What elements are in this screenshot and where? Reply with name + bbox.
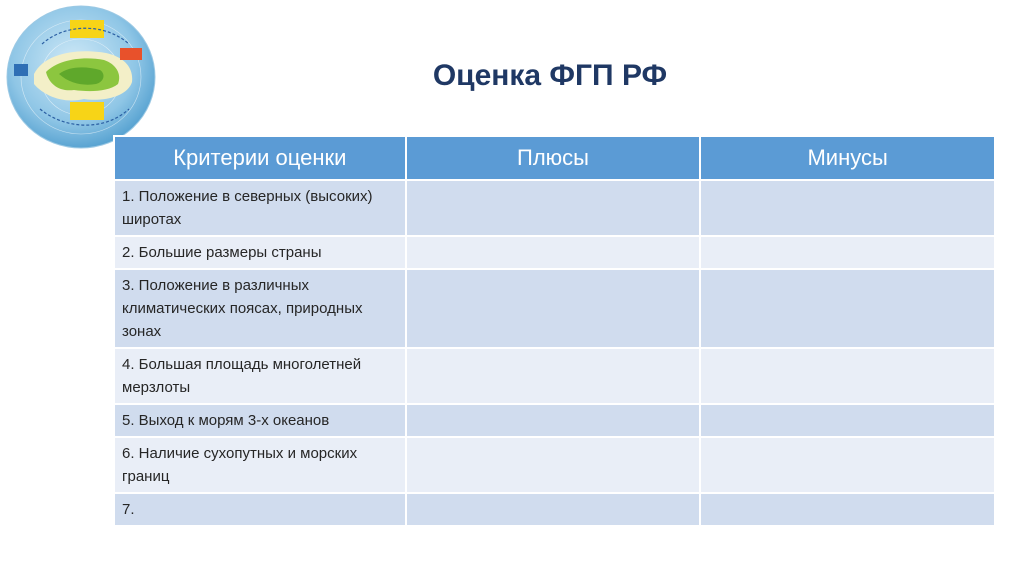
pros-cell [406,404,701,437]
table-row [114,236,995,269]
table-header-row [114,136,995,180]
table-row [114,404,995,437]
pros-cell [406,180,701,236]
criterion-cell: 7. [114,493,406,526]
cons-cell [700,493,995,526]
table-row [114,437,995,493]
pros-cell [406,269,701,348]
pros-cell [406,348,701,404]
globe-map-icon [4,4,158,150]
criterion-cell: 6. Наличие сухопутных и морских границ [114,437,406,493]
pros-cell [406,493,701,526]
criterion-cell: 4. Большая площадь многолетней мерзлоты [114,348,406,404]
criterion-cell: 2. Большие размеры страны [114,236,406,269]
table-row [114,348,995,404]
pros-cell [406,437,701,493]
evaluation-table [113,135,996,527]
criterion-cell: 3. Положение в различных климатических поясах, природных зонах [114,269,406,348]
header-pros: Плюсы [406,136,701,180]
cons-cell [700,404,995,437]
pros-cell [406,236,701,269]
criterion-cell: 5. Выход к морям 3-х океанов [114,404,406,437]
cons-cell [700,437,995,493]
page-title: Оценка ФГП РФ [432,59,668,92]
criterion-cell: 1. Положение в северных (высоких) широтах [114,180,406,236]
cons-cell [700,269,995,348]
header-cons: Минусы [700,136,995,180]
cons-cell [700,180,995,236]
cons-cell [700,348,995,404]
table-row [114,180,995,236]
header-criteria: Критерии оценки [114,136,406,180]
cons-cell [700,236,995,269]
table-row [114,269,995,348]
table-row [114,493,995,526]
